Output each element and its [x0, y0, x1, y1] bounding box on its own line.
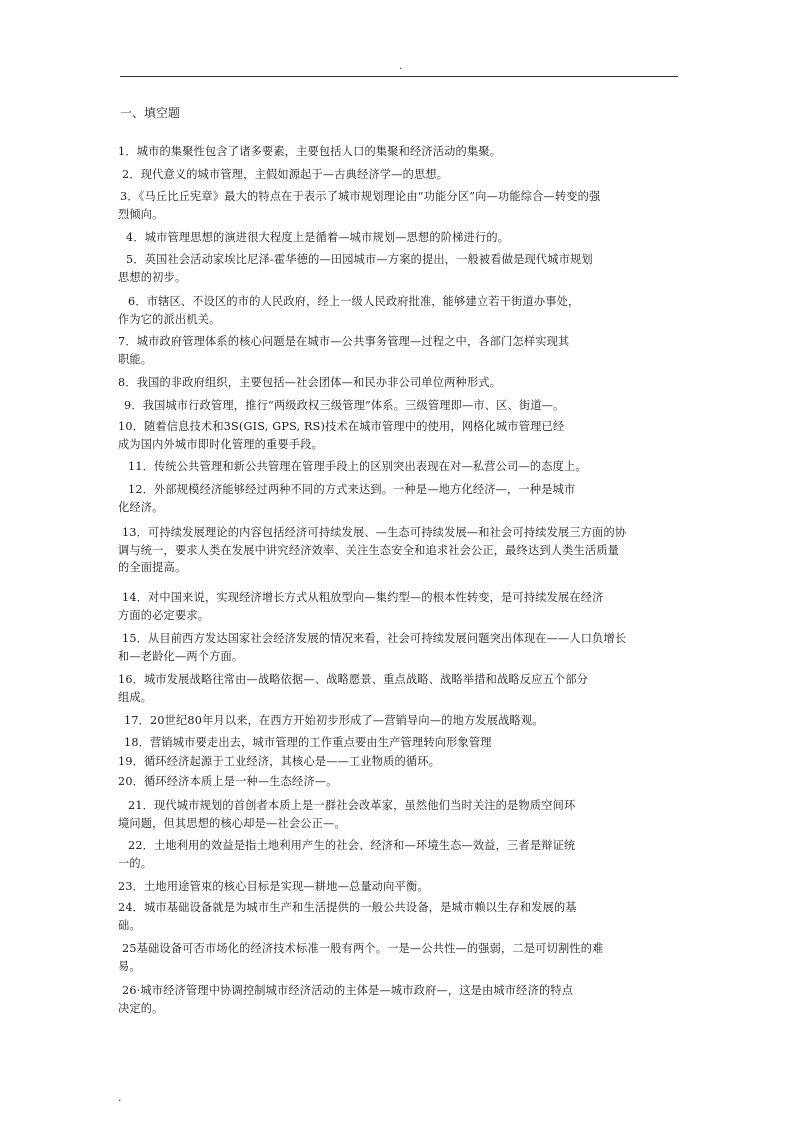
question-item	[118, 374, 678, 392]
question-line: 作为它的派出机关。	[118, 312, 221, 326]
header-rule	[120, 76, 678, 77]
question-line: 17．20世纪80年月以来，在西方开始初步形成了—营销导向—的地方发展战略观。	[124, 714, 544, 727]
question-item	[118, 143, 678, 161]
question-line: 5．英国社会活动家埃比尼泽-霍华德的—田园城市—方案的提出，一般被看做是现代城市规划	[126, 253, 593, 266]
question-item	[118, 982, 682, 1017]
question-line: 方面的必定要求。	[118, 608, 210, 622]
question-line: 26·城市经济管理中协调控制城市经济活动的主体是—城市政府—，这是由城市经济的特点	[122, 984, 574, 997]
question-line: 1．城市的集聚性包含了诸多要素，主要包括人口的集聚和经济活动的集聚。	[118, 145, 502, 158]
question-item	[118, 753, 678, 771]
question-item	[128, 458, 688, 476]
question-line: 职能。	[118, 352, 153, 366]
question-line: 3．《马丘比丘宪章》最大的特点在于表示了城市规划理论由“功能分区”向—功能综合—转变的强	[120, 190, 601, 203]
question-line: 13．可持续发展理论的内容包括经济可持续发展、—生态可持续发展—和社会可持续发展三方面的协	[122, 526, 627, 539]
question-line: 决定的。	[118, 1001, 164, 1015]
question-line: 成为国内外城市即时化管理的重要手段。	[118, 437, 323, 451]
question-line: 14．对中国来说，实现经济增长方式从粗放型向—集约型—的根本性转变，是可持续发展在经济	[122, 591, 604, 604]
question-line: 18．营销城市要走出去，城市管理的工作重点要由生产管理转向形象管理	[124, 736, 492, 749]
question-item	[118, 251, 686, 286]
question-line: 烈倾向。	[118, 207, 164, 221]
question-item	[118, 524, 682, 577]
question-line: 和—老龄化—两个方面。	[118, 649, 244, 663]
question-item	[118, 630, 682, 665]
question-line: 4．城市管理思想的演进很大程度上是循着—城市规划—思想的阶梯进行的。	[126, 231, 510, 244]
question-line: 境问题，但其思想的核心却是—社会公正—。	[118, 816, 346, 830]
header-mark: .	[399, 59, 403, 72]
question-line: 易。	[118, 959, 141, 973]
question-line: 19．循环经济起源于工业经济，其核心是——工业物质的循环。	[118, 755, 441, 768]
question-item	[124, 397, 684, 415]
question-line: 22．土地利用的效益是指土地利用产生的社会、经济和—环境生态—效益，三者是辩证统	[128, 839, 576, 852]
question-line: 25基础设备可否市场化的经济技术标准一般有两个。一是—公共性—的强弱，二是可切割性的难	[122, 942, 604, 955]
question-line: 思想的初步。	[118, 270, 187, 284]
question-item	[118, 797, 688, 832]
question-item	[118, 293, 688, 328]
question-item	[118, 333, 678, 368]
question-item	[118, 589, 682, 624]
question-item	[118, 773, 678, 791]
question-item	[122, 166, 682, 184]
question-line: 的全面提高。	[118, 561, 187, 574]
question-line: 化经济。	[118, 500, 164, 514]
question-item	[118, 837, 688, 872]
question-line: 24．城市基础设备就是为城市生产和生活提供的一般公共设备，是城市赖以生存和发展的基	[118, 901, 577, 914]
question-item	[124, 712, 684, 730]
question-item	[118, 481, 688, 516]
question-item	[118, 671, 678, 706]
section-title: 一、填空题	[120, 106, 181, 120]
question-line: 23．土地用途管束的核心目标是实现—耕地—总量动向平衡。	[118, 880, 429, 893]
question-line: 组成。	[118, 690, 153, 704]
question-item	[118, 899, 678, 934]
question-line: 2．现代意义的城市管理，主假如源起于—古典经济学—的思想。	[122, 168, 449, 181]
question-line: 12．外部规模经济能够经过两种不同的方式来达到。一种是—地方化经济—，一种是城市	[128, 483, 576, 496]
footer-mark: .	[118, 1091, 122, 1104]
question-item	[120, 188, 680, 223]
question-line: 8．我国的非政府组织，主要包括—社会团体—和民办非公司单位两种形式。	[118, 376, 502, 389]
question-line: 一的。	[118, 856, 153, 870]
question-line: 础。	[118, 918, 141, 932]
question-line: 15．从目前西方发达国家社会经济发展的情况来看，社会可持续发展问题突出体现在——人口负增长	[122, 632, 627, 645]
question-line: 7．城市政府管理体系的核心问题是在城市—公共事务管理—过程之中，各部门怎样实现其	[118, 335, 570, 348]
question-item	[118, 418, 678, 453]
question-item	[118, 878, 678, 896]
question-item	[118, 940, 682, 975]
question-line: 16．城市发展战略往常由—战略依据—、战略愿景、重点战略、战略举措和战略反应五个部分	[118, 673, 589, 686]
question-line: 10．随着信息技术和3S(GIS, GPS, RS)技术在城市管理中的使用，网格化城市管理已经	[118, 420, 565, 433]
question-line: 9．我国城市行政管理，推行“两级政权三级管理”体系。三级管理即—市、区、街道—。	[124, 399, 565, 412]
question-line: 调与统一，要求人类在发展中讲究经济效率、关注生态安全和追求社会公正，最终达到人类生活质量	[118, 543, 620, 557]
question-item	[126, 229, 686, 247]
question-line: 20．循环经济本质上是一种—生态经济—。	[118, 775, 338, 788]
question-line: 6．市辖区、不设区的市的人民政府，经上一级人民政府批准，能够建立若干街道办事处，	[128, 295, 580, 308]
question-line: 11．传统公共管理和新公共管理在管理手段上的区别突出表现在对—私营公司—的态度上。	[128, 460, 587, 473]
question-line: 21．现代城市规划的首创者本质上是一群社会改革家，虽然他们当时关注的是物质空间环	[128, 799, 576, 812]
question-item	[124, 734, 684, 752]
